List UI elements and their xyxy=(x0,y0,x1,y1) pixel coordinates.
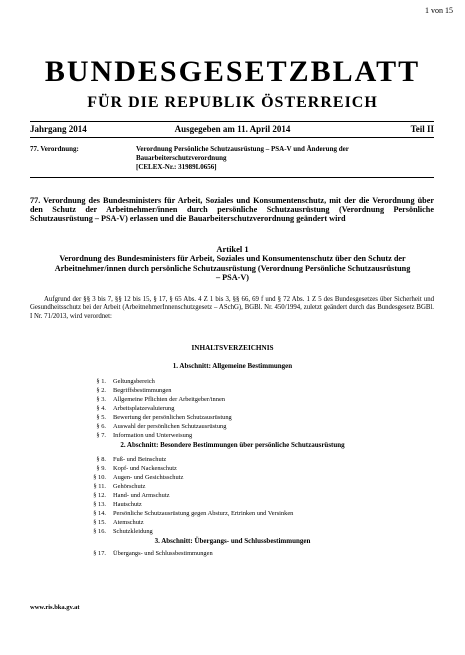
toc-title: INHALTSVERZEICHNIS xyxy=(191,344,274,352)
toc-item xyxy=(0,527,465,536)
toc-item-text: Persönliche Schutzausrüstung gegen Absturz, Ertrinken und Versinken xyxy=(113,510,294,517)
toc-item-text: Hautschutz xyxy=(113,501,142,508)
toc-item-paragraph: § 9. xyxy=(96,465,106,472)
toc-item xyxy=(0,386,465,395)
toc-item xyxy=(0,455,465,464)
toc-item-paragraph: § 16. xyxy=(93,528,106,535)
celex-number: [CELEX-Nr.: 31989L0656] xyxy=(136,163,217,171)
toc-item xyxy=(0,500,465,509)
announcement-title: Verordnung Persönliche Schutzausrüstung – PSA-V und Änderung der Bauarbeiterschutzverordnung xyxy=(136,145,349,162)
toc-item-paragraph: § 4. xyxy=(96,405,106,412)
toc-item xyxy=(0,509,465,518)
toc-item-text: Auswahl der persönlichen Schutzausrüstung xyxy=(113,423,227,430)
toc-item xyxy=(0,482,465,491)
toc-item-text: Information und Unterweisung xyxy=(113,432,193,439)
part-label: Teil II xyxy=(410,124,434,134)
gazette-title: BUNDESGESETZBLATT xyxy=(44,55,421,88)
toc-item-paragraph: § 2. xyxy=(96,387,106,394)
toc-item-text: Schutzkleidung xyxy=(113,528,153,535)
toc-item-paragraph: § 15. xyxy=(93,519,106,526)
toc-item-text: Gehörschutz xyxy=(113,483,146,490)
footer-url[interactable]: www.ris.bka.gv.at xyxy=(30,604,80,611)
toc-item-text: Bewertung der persönlichen Schutzausrüstung xyxy=(113,414,232,421)
toc-item xyxy=(0,549,465,558)
toc-item xyxy=(0,377,465,386)
ordinance-intro: 77. Verordnung des Bundesministers für Arbeit, Soziales und Konsumentenschutz, mit der die Verordnung über den Schutz der Arbeitnehmer/innen durch persönliche Schutzausrüstung (Verordnung Persönliche Schutzausrüstung – PSA-V) erlassen und die Bauarbeiterschutzverordnung geändert wird xyxy=(30,196,434,223)
toc-item-text: Geltungsbereich xyxy=(113,378,155,385)
gazette-subtitle: FÜR DIE REPUBLIK ÖSTERREICH xyxy=(87,94,378,111)
volume-year: Jahrgang 2014 xyxy=(30,124,87,134)
toc-item xyxy=(0,473,465,482)
toc-item xyxy=(0,518,465,527)
toc-item xyxy=(0,413,465,422)
toc-item-text: Atemschutz xyxy=(113,519,144,526)
toc-item-paragraph: § 11. xyxy=(93,483,106,490)
toc-item-paragraph: § 14. xyxy=(93,510,106,517)
page-number: 1 von 15 xyxy=(425,6,453,15)
toc-item-paragraph: § 12. xyxy=(93,492,106,499)
toc-item-paragraph: § 5. xyxy=(96,414,106,421)
toc-section-heading: 2. Abschnitt: Besondere Bestimmungen über persönliche Schutzausrüstung xyxy=(120,441,345,449)
toc-section-heading: 1. Abschnitt: Allgemeine Bestimmungen xyxy=(172,362,293,370)
article-title: Artikel 1 xyxy=(216,244,249,254)
article-body: Aufgrund der §§ 3 bis 7, §§ 12 bis 15, § 17, § 65 Abs. 4 Z 1 bis 3, §§ 66, 69 f und § 72 Abs. 1 Z 5 des Bundesgesetzes über Sicherheit und Gesundheitsschutz bei der Arbeit (ArbeitnehmerInnenschutzgesetz – ASchG), BGBl. Nr. 450/1994, zuletzt geändert durch das Bundesgesetz BGBl. I Nr. 71/2013, wird verordnet: xyxy=(30,296,434,320)
issue-date: Ausgegeben am 11. April 2014 xyxy=(174,124,291,134)
toc-item-paragraph: § 8. xyxy=(96,456,106,463)
toc-item-text: Übergangs- und Schlussbestimmungen xyxy=(113,550,213,557)
article-subtitle: Verordnung des Bundesministers für Arbeit, Soziales und Konsumentenschutz über den Schutz der Arbeitnehmer/innen durch persönliche Schutzausrüstung (Verordnung Persönliche Schutzausrüstung – PSA-V) xyxy=(54,254,411,282)
toc-item-paragraph: § 7. xyxy=(96,432,106,439)
header-rule-bottom xyxy=(30,137,434,138)
toc-item xyxy=(0,431,465,440)
toc-item xyxy=(0,491,465,500)
toc-item-text: Hand- und Armschutz xyxy=(113,492,170,499)
toc-item-text: Augen- und Gesichtsschutz xyxy=(113,474,184,481)
toc-item xyxy=(0,404,465,413)
toc-item-text: Begriffsbestimmungen xyxy=(113,387,172,394)
toc-item-paragraph: § 13. xyxy=(93,501,106,508)
toc-item-text: Allgemeine Pflichten der Arbeitgeber/innen xyxy=(113,396,225,403)
toc-item xyxy=(0,395,465,404)
toc-section-heading: 3. Abschnitt: Übergangs- und Schlussbestimmungen xyxy=(154,537,311,545)
toc-item-paragraph: § 3. xyxy=(96,396,106,403)
toc-item-paragraph: § 10. xyxy=(93,474,106,481)
toc-item xyxy=(0,464,465,473)
toc-item-paragraph: § 1. xyxy=(96,378,106,385)
toc-item-text: Arbeitsplatzevaluierung xyxy=(113,405,175,412)
header-rule-top xyxy=(30,121,434,122)
toc-item-paragraph: § 6. xyxy=(96,423,106,430)
toc-item-paragraph: § 17. xyxy=(93,550,106,557)
toc-item-text: Kopf- und Nackenschutz xyxy=(113,465,177,472)
toc-item-text: Fuß- und Beinschutz xyxy=(113,456,167,463)
announcement-label: 77. Verordnung: xyxy=(30,145,79,153)
announcement-rule xyxy=(30,177,434,178)
toc-item xyxy=(0,422,465,431)
